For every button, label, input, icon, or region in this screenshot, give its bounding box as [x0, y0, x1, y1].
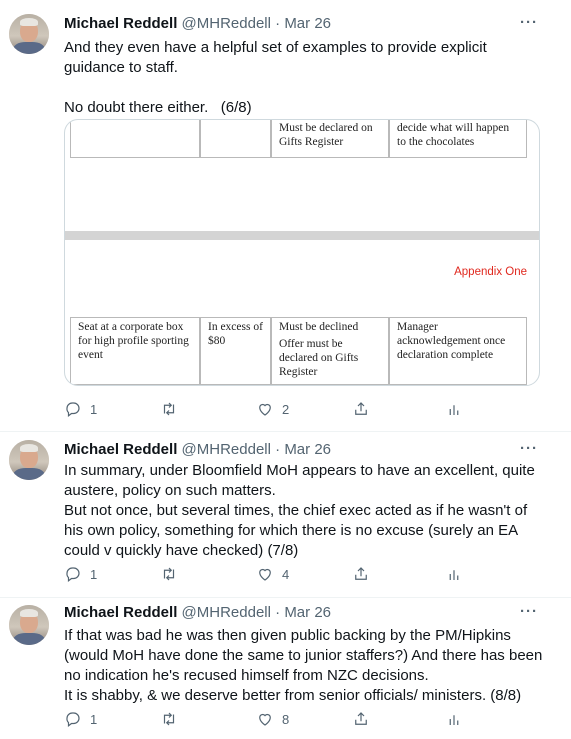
- table-cell: [271, 119, 389, 158]
- author-handle[interactable]: @MHReddell: [181, 441, 271, 458]
- cell-text: Seat at a corporate box for high profile sporting event: [78, 321, 189, 361]
- retweet-icon: [160, 400, 178, 418]
- tweet-date[interactable]: Mar 26: [284, 441, 331, 458]
- author-name[interactable]: Michael Reddell: [64, 15, 178, 32]
- tweet-header: [64, 440, 331, 460]
- reply-count: 1: [90, 711, 98, 727]
- tweet-divider: [0, 597, 571, 598]
- table-cell: [271, 317, 389, 385]
- more-icon[interactable]: ···: [520, 440, 538, 457]
- separator: ·: [275, 604, 281, 621]
- cell-text: Offer must be declared on Gifts Register: [279, 338, 359, 378]
- retweet-button[interactable]: [160, 564, 186, 584]
- author-name[interactable]: Michael Reddell: [64, 441, 178, 458]
- action-bar: [64, 564, 524, 584]
- reply-icon: [64, 565, 82, 583]
- reply-icon: [64, 710, 82, 728]
- tweet-header: [64, 603, 331, 623]
- tweet-media-image[interactable]: [64, 119, 540, 386]
- like-button[interactable]: [256, 709, 289, 729]
- heart-icon: [256, 710, 274, 728]
- analytics-button[interactable]: [445, 709, 463, 729]
- avatar[interactable]: [9, 605, 49, 645]
- analytics-icon: [445, 565, 463, 583]
- analytics-button[interactable]: [445, 564, 463, 584]
- table-cell: [200, 317, 271, 385]
- tweet-text: And they even have a helpful set of examples to provide explicit guidance to staff. No doubt there either. (6/8): [64, 39, 487, 116]
- action-bar: [64, 399, 524, 419]
- author-name[interactable]: Michael Reddell: [64, 604, 178, 621]
- cell-text: decide what will happen to the chocolates: [397, 122, 510, 148]
- heart-icon: [256, 565, 274, 583]
- share-icon: [352, 400, 370, 418]
- retweet-button[interactable]: [160, 709, 186, 729]
- action-bar: [64, 709, 524, 729]
- share-icon: [352, 710, 370, 728]
- reply-count: 1: [90, 401, 98, 417]
- cell-text: Must be declared on Gifts Register: [279, 122, 373, 148]
- separator: ·: [275, 15, 281, 32]
- tweet-text: In summary, under Bloomfield MoH appears to have an excellent, quite austere, policy on such matters. But not once, but several times, the chief exec acted as if he wasn't of his own policy, something for which there is no excuse (surely an EA could v quickly have checked) (7/8): [64, 462, 535, 559]
- analytics-button[interactable]: [445, 399, 463, 419]
- cell-text: In excess of $80: [208, 321, 263, 347]
- more-icon[interactable]: ···: [520, 14, 538, 31]
- share-button[interactable]: [352, 399, 370, 419]
- tweet-divider: [0, 431, 571, 432]
- retweet-icon: [160, 565, 178, 583]
- heart-icon: [256, 400, 274, 418]
- author-handle[interactable]: @MHReddell: [181, 604, 271, 621]
- table-cell: [389, 317, 527, 385]
- share-button[interactable]: [352, 564, 370, 584]
- like-count: 2: [282, 401, 290, 417]
- avatar[interactable]: [9, 14, 49, 54]
- analytics-icon: [445, 400, 463, 418]
- tweet-date[interactable]: Mar 26: [284, 604, 331, 621]
- like-button[interactable]: [256, 564, 289, 584]
- table-cell: [70, 317, 200, 385]
- analytics-icon: [445, 710, 463, 728]
- appendix-label: Appendix One: [454, 266, 527, 278]
- tweet-text: If that was bad he was then given public backing by the PM/Hipkins (would MoH have done the same to junior staffers?) And there has been no indication he's recused himself from NZC decisions. It is shabby, & we deserve better from senior officials/ ministers. (8/8): [64, 627, 543, 704]
- more-icon[interactable]: ···: [520, 603, 538, 620]
- reply-button[interactable]: [64, 709, 97, 729]
- reply-icon: [64, 400, 82, 418]
- separator: ·: [275, 441, 281, 458]
- share-icon: [352, 565, 370, 583]
- retweet-button[interactable]: [160, 399, 186, 419]
- like-count: 8: [282, 711, 290, 727]
- cell-text: Must be declined: [279, 321, 359, 333]
- page-gap: [65, 231, 539, 240]
- like-count: 4: [282, 566, 290, 582]
- reply-count: 1: [90, 566, 98, 582]
- reply-button[interactable]: [64, 399, 97, 419]
- table-cell: [200, 119, 271, 158]
- table-cell: [70, 119, 200, 158]
- cell-text: Manager acknowledgement once declaration complete: [397, 321, 506, 361]
- reply-button[interactable]: [64, 564, 97, 584]
- retweet-icon: [160, 710, 178, 728]
- author-handle[interactable]: @MHReddell: [181, 15, 271, 32]
- tweet-date[interactable]: Mar 26: [284, 15, 331, 32]
- table-cell: [389, 119, 527, 158]
- tweet-header: [64, 14, 331, 34]
- like-button[interactable]: [256, 399, 289, 419]
- share-button[interactable]: [352, 709, 370, 729]
- avatar[interactable]: [9, 440, 49, 480]
